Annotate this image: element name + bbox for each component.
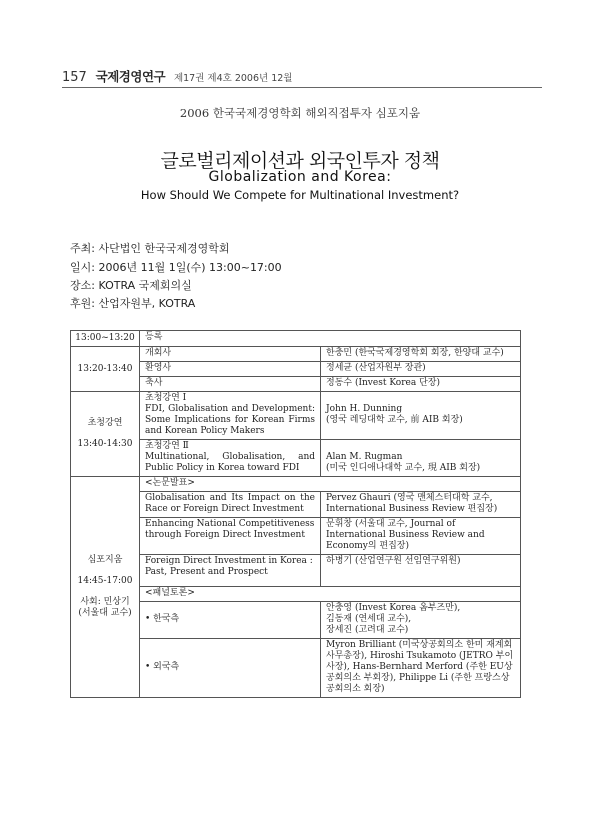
registration-cell: 등록: [140, 331, 521, 347]
keynote-time: 13:40-14:30: [77, 439, 133, 449]
panel-members: [321, 602, 521, 639]
host-line: 주최: 사단법인 한국국제경영학회: [70, 242, 230, 255]
running-header: [62, 67, 542, 87]
program-table: [70, 330, 521, 698]
time-cell: [71, 392, 140, 477]
speaker-name: John H. Dunning: [326, 404, 403, 414]
keynote-talk-2: [140, 440, 321, 477]
person-cell: 정세균 (산업자원부 장관): [321, 362, 521, 377]
journal-title: 국제경영연구: [95, 69, 166, 84]
paper-presenter: Pervez Ghauri (영국 맨체스터대학 교수, International Business Review 편집장): [321, 492, 521, 518]
speaker-name: Alan M. Rugman: [326, 452, 403, 462]
time-cell: 13:20-13:40: [71, 347, 140, 392]
sponsor-line: 후원: 산업자원부, KOTRA: [70, 297, 196, 310]
papers-header: <논문발표>: [140, 477, 521, 492]
date-line: 일시: 2006년 11월 1일(수) 13:00~17:00: [70, 261, 282, 274]
table-row: [71, 331, 521, 347]
symposium-time: 14:45-17:00: [77, 576, 133, 586]
event-cell: 환영사: [140, 362, 321, 377]
person-cell: 정동수 (Invest Korea 단장): [321, 377, 521, 392]
symposium-line: 2006 한국국제경영학회 해외직접투자 심포지움: [179, 106, 421, 120]
event-cell: 축사: [140, 377, 321, 392]
panel-member: 안충영 (Invest Korea 옴부즈만),: [326, 603, 461, 613]
symposium-label: 심포지움: [87, 555, 123, 565]
page-number: 157: [62, 70, 87, 85]
paper-title: Foreign Direct Investment in Korea : Past, Present and Prospect: [140, 555, 321, 587]
panel-side: • 한국측: [140, 602, 321, 639]
chair-line2: (서울대 교수): [78, 608, 132, 618]
keynote-speaker-2: [321, 440, 521, 477]
time-cell: [71, 477, 140, 698]
korean-title: 글로벌리제이션과 외국인투자 정책: [160, 150, 440, 172]
header-rule: [62, 87, 542, 88]
keynote-talk-1: [140, 392, 321, 440]
panel-member: Myron Brilliant (미국상공회의소 한미 재계회 사무총장), Hiroshi Tsukamoto (JETRO 부이사장), Hans-Bernhard Merford (주한 EU상공회의소 부회장), Philippe Li (주한 프랑스상공회의소 회장): [326, 640, 514, 694]
speaker-affiliation: (미국 인디애나대학 교수, 現 AIB 회장): [326, 463, 481, 473]
time-cell: 13:00~13:20: [71, 331, 140, 347]
panel-members: [321, 639, 521, 698]
keynote-title: Multinational, Globalisation, and Public Policy in Korea toward FDI: [145, 452, 315, 473]
place-line: 장소: KOTRA 국제회의실: [70, 279, 192, 292]
keynote-heading: 초청강연 Ⅱ: [145, 441, 189, 451]
english-title-line2: How Should We Compete for Multinational Investment?: [140, 188, 460, 202]
table-row: [71, 477, 521, 492]
panel-member: 김동재 (연세대 교수),: [326, 614, 412, 624]
person-cell: 한충민 (한국국제경영학회 회장, 한양대 교수): [321, 347, 521, 362]
issue-info: 제17권 제4호 2006년 12월: [173, 73, 293, 84]
keynote-speaker-1: [321, 392, 521, 440]
table-row: [71, 392, 521, 440]
panel-header: <패널토론>: [140, 587, 521, 602]
table-row: [71, 347, 521, 362]
keynote-label: 초청강연: [87, 418, 123, 428]
chair-line1: 사회: 민상기: [80, 597, 130, 607]
speaker-affiliation: (영국 레딩대학 교수, 前 AIB 회장): [326, 415, 463, 425]
keynote-heading: 초청강연 Ⅰ: [145, 393, 187, 403]
paper-title: Enhancing National Competitiveness through Foreign Direct Investment: [140, 518, 321, 555]
event-cell: 개회사: [140, 347, 321, 362]
paper-presenter: 문휘창 (서울대 교수, Journal of International Business Review and Economy의 편집장): [321, 518, 521, 555]
keynote-title: FDI, Globalisation and Development: Some Implications for Korean Firms and Korean Policy Makers: [145, 404, 315, 436]
panel-member: 장세진 (고려대 교수): [326, 625, 409, 635]
english-title-line1: Globalization and Korea:: [208, 169, 392, 185]
paper-title: Globalisation and Its Impact on the Race or Foreign Direct Investment: [140, 492, 321, 518]
paper-presenter: 하병기 (산업연구원 선임연구위원): [321, 555, 521, 587]
panel-side: • 외국측: [140, 639, 321, 698]
